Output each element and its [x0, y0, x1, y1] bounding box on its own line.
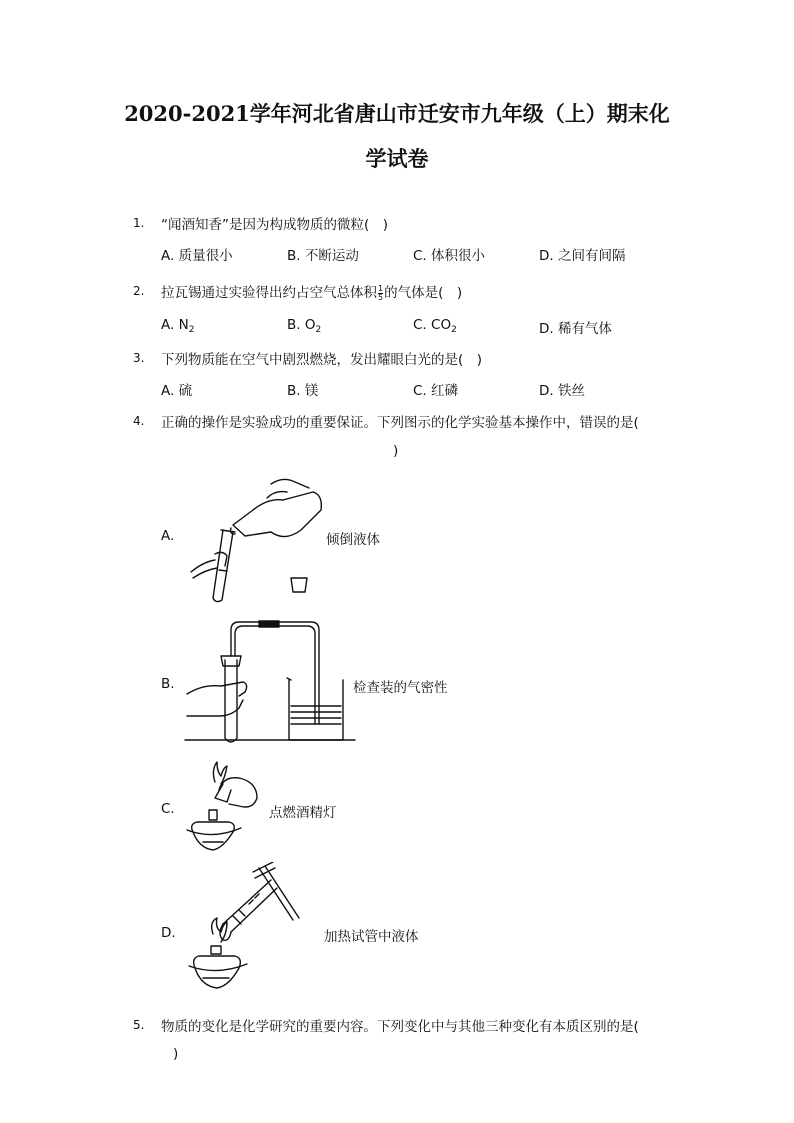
option-b: B. 镁	[287, 383, 319, 399]
option-formula: 稀有气体	[557, 321, 612, 337]
option-b	[287, 317, 321, 333]
question-text-after: 的气体是( )	[384, 285, 463, 301]
alcohol-lamp-lighting-figure	[183, 758, 273, 858]
option-formula: N	[178, 317, 189, 333]
question-text: 物质的变化是化学研究的重要内容。下列变化中与其他三种变化有本质区别的是(	[161, 1019, 639, 1035]
option-letter: D.	[161, 925, 176, 941]
option-d	[539, 317, 612, 337]
question-number: 1.	[133, 216, 145, 230]
question-text-before: 拉瓦锡通过实验得出约占空气总体积	[161, 285, 377, 301]
option-letter: B.	[287, 317, 301, 333]
question-text-cont: )	[393, 443, 399, 459]
option-a: A. 质量很小	[161, 248, 233, 264]
option-subscript: 2	[451, 325, 457, 335]
question-text: “闻酒知香”是因为构成物质的微粒( )	[161, 217, 389, 233]
fraction-numerator: 1	[378, 283, 384, 293]
page-title: 2020-2021学年河北省唐山市迁安市九年级（上）期末化	[124, 101, 670, 126]
option-letter: C.	[161, 801, 175, 817]
option-letter: A.	[161, 528, 175, 544]
question-number: 3.	[133, 351, 145, 365]
fraction	[378, 285, 383, 302]
figure-caption: 检查装的气密性	[353, 680, 448, 696]
option-letter: D.	[539, 321, 554, 337]
option-a	[161, 317, 194, 333]
option-c: C. 红磷	[413, 383, 459, 399]
option-a: A. 硫	[161, 383, 193, 399]
option-letter: B.	[161, 676, 175, 692]
option-c: C. 体积很小	[413, 248, 486, 264]
option-d: D. 铁丝	[539, 383, 585, 399]
question-text	[161, 281, 462, 302]
question-number: 5.	[133, 1018, 145, 1032]
airtightness-check-figure	[183, 612, 358, 750]
heating-liquid-figure	[183, 862, 323, 1004]
page-title-line2: 学试卷	[365, 146, 429, 171]
option-formula: O	[304, 317, 316, 333]
question-text: 下列物质能在空气中剧烈燃烧，发出耀眼白光的是( )	[161, 352, 483, 368]
figure-caption: 点燃酒精灯	[269, 805, 337, 821]
option-subscript: 2	[188, 325, 195, 335]
question-number: 2.	[133, 284, 145, 298]
option-formula: CO	[431, 317, 452, 333]
question-text-cont: )	[173, 1046, 179, 1062]
option-letter: C.	[413, 317, 427, 333]
option-b: B. 不断运动	[287, 248, 359, 264]
fraction-denominator: 5	[378, 292, 384, 302]
figure-caption: 加热试管中液体	[324, 929, 419, 945]
question-number: 4.	[133, 414, 145, 428]
option-d: D. 之间有间隔	[539, 248, 626, 264]
figure-caption: 倾倒液体	[326, 532, 380, 548]
option-subscript: 2	[315, 325, 322, 335]
pouring-liquid-figure	[183, 470, 328, 605]
question-text: 正确的操作是实验成功的重要保证。下列图示的化学实验基本操作中，错误的是(	[161, 415, 639, 431]
option-letter: A.	[161, 317, 175, 333]
option-c	[413, 317, 457, 333]
